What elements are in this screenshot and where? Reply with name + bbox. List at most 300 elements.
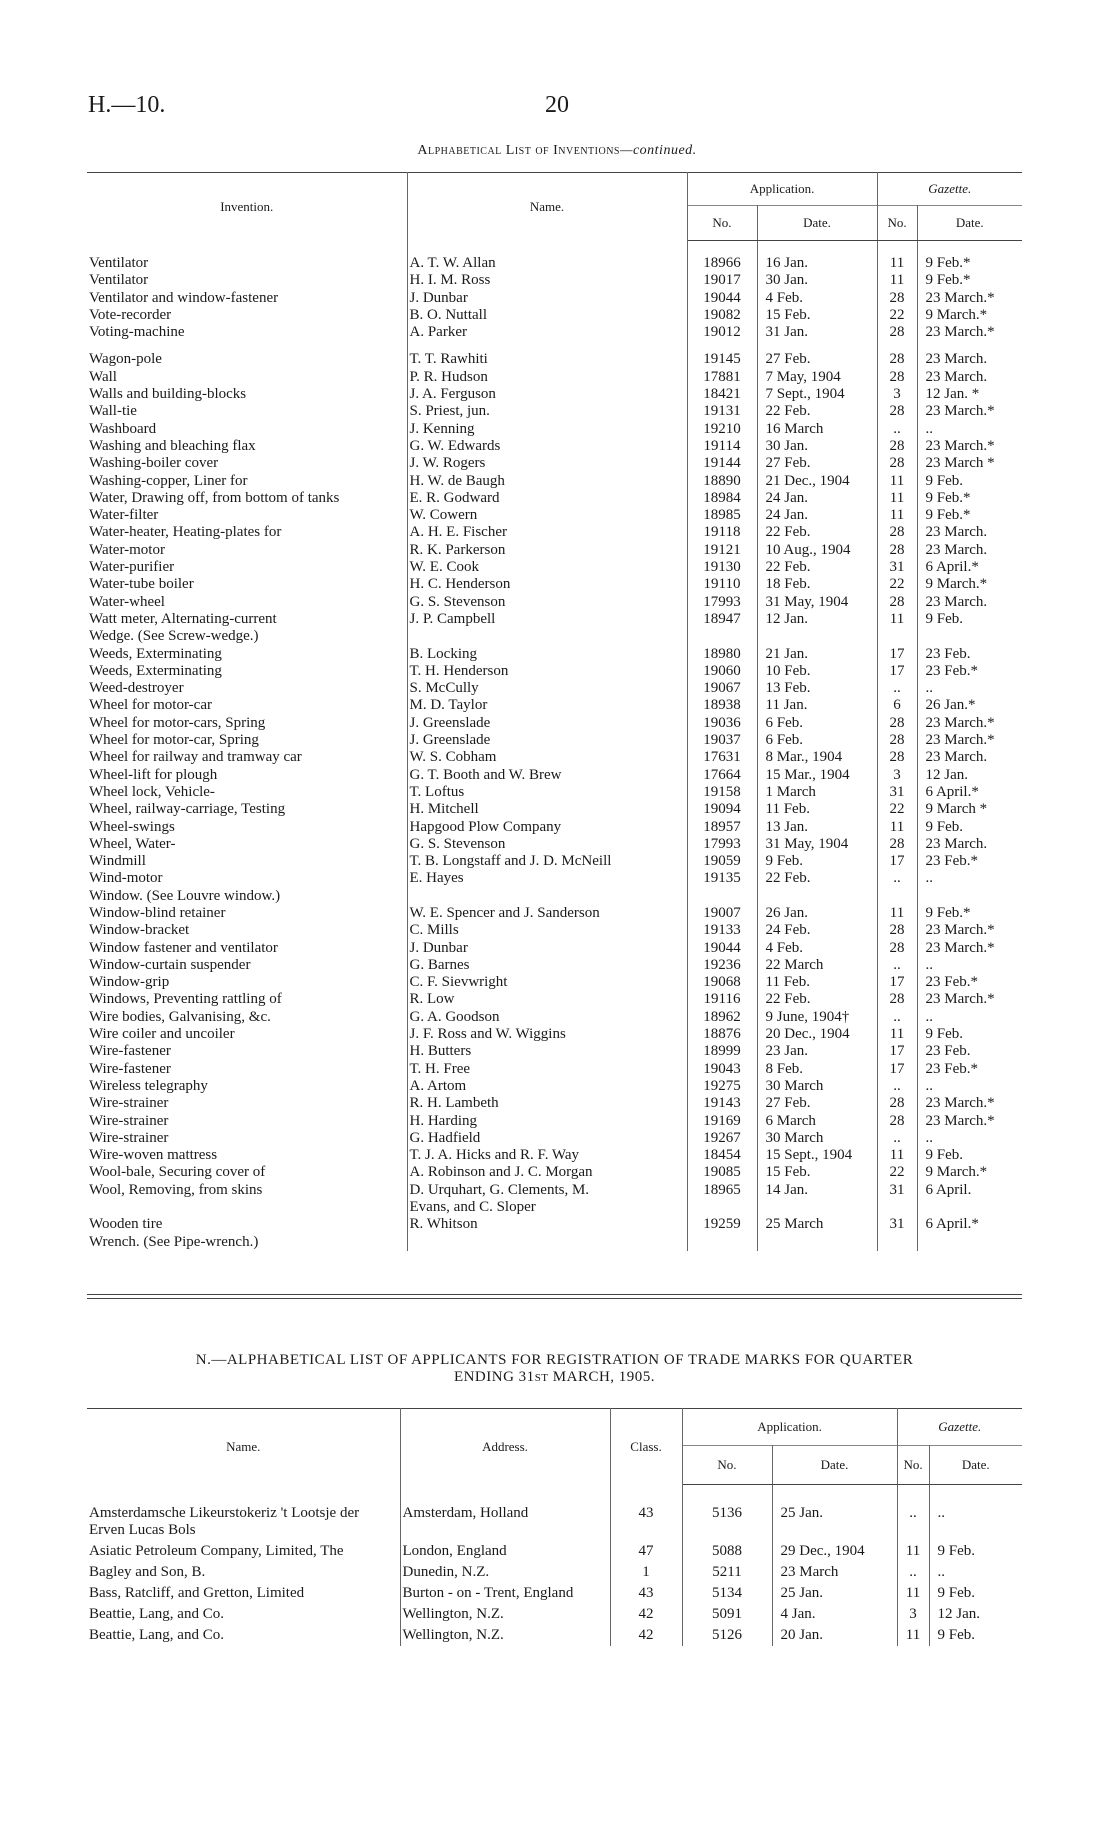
tm-cell-name: Beattie, Lang, and Co.	[87, 1604, 400, 1625]
cell-invention: Window-blind retainer	[87, 905, 407, 922]
cell-gazette-date: ..	[925, 956, 934, 973]
cell-name: J. Greenslade	[407, 715, 687, 732]
table-row	[87, 272, 1022, 289]
cell-app-no: 18890	[687, 473, 757, 490]
cell-invention: Washing-boiler cover	[87, 455, 407, 472]
cell-gazette-date: 9 Feb.*	[925, 904, 971, 921]
table-row	[87, 1199, 1022, 1216]
tm-cell-app-no: 5211	[682, 1562, 772, 1583]
cell-app-no: 19130	[687, 559, 757, 576]
cell-name: J. W. Rogers	[407, 455, 687, 472]
table-row	[87, 611, 1022, 628]
trade-marks-title-line2: ENDING 31ST MARCH, 1905.	[453, 1369, 656, 1385]
cell-app-no: 19210	[687, 421, 757, 438]
cell-app-no: 18966	[687, 241, 757, 273]
cell-gazette-date: 12 Jan. *	[925, 386, 980, 403]
cell-gazette-no: 6	[877, 697, 917, 714]
cell-app-date: 26 Jan.	[757, 905, 877, 922]
cell-gazette-no: ..	[877, 680, 917, 697]
cell-gazette-no: 17	[877, 1061, 917, 1078]
cell-gazette-date: ..	[925, 1129, 934, 1146]
cell-invention: Walls and building-blocks	[87, 386, 407, 403]
cell-invention: Vote-recorder	[87, 307, 407, 324]
cell-app-date: 13 Feb.	[757, 680, 877, 697]
cell-gazette-no: 28	[877, 351, 917, 368]
cell-gazette-no: 11	[877, 241, 917, 273]
table-row	[87, 1147, 1022, 1164]
cell-name: H. I. M. Ross	[407, 272, 687, 289]
cell-app-date: 13 Jan.	[757, 819, 877, 836]
cell-gazette-no	[877, 888, 917, 905]
tm-cell-app-no: 5136	[682, 1485, 772, 1541]
table-row	[87, 559, 1022, 576]
cell-invention: Wire-strainer	[87, 1130, 407, 1147]
cell-app-no: 19158	[687, 784, 757, 801]
cell-name	[407, 888, 687, 905]
cell-gazette-date: 23 March.*	[925, 939, 995, 956]
tm-cell-address: Wellington, N.Z.	[400, 1604, 610, 1625]
cell-name: A. Parker	[407, 324, 687, 341]
inventions-title	[0, 143, 1114, 159]
cell-app-no: 17631	[687, 749, 757, 766]
cell-gazette-date: 23 March.*	[925, 324, 995, 341]
cell-app-date: 15 Feb.	[757, 1164, 877, 1181]
tm-cell-gazette-no: 11	[897, 1625, 929, 1646]
cell-name: G. S. Stevenson	[407, 594, 687, 611]
cell-name: H. Harding	[407, 1113, 687, 1130]
cell-app-date: 16 March	[757, 421, 877, 438]
cell-gazette-no: 28	[877, 542, 917, 559]
cell-gazette-date: ..	[925, 680, 934, 697]
cell-invention: Washing-copper, Liner for	[87, 473, 407, 490]
spacer-cell	[87, 341, 407, 351]
cell-gazette-date: 23 Feb.	[925, 1043, 971, 1060]
table-row	[87, 455, 1022, 472]
table-row	[87, 888, 1022, 905]
cell-app-date: 30 Jan.	[757, 272, 877, 289]
cell-name: P. R. Hudson	[407, 369, 687, 386]
cell-name: J. Kenning	[407, 421, 687, 438]
table-row	[87, 369, 1022, 386]
cell-gazette-no	[877, 628, 917, 645]
tm-cell-name: Amsterdamsche Likeurstokeriz 't Lootsje der Erven Lucas Bols	[87, 1485, 400, 1541]
row-spacer	[87, 341, 1022, 351]
cell-name: H. W. de Baugh	[407, 473, 687, 490]
cell-app-no: 19094	[687, 801, 757, 818]
cell-app-date: 15 Sept., 1904	[757, 1147, 877, 1164]
cell-gazette-date: 9 Feb.	[925, 610, 964, 627]
cell-gazette-date: 23 Feb.	[925, 645, 971, 662]
tm-col-class: Class.	[610, 1409, 682, 1485]
cell-gazette-date: 23 March.	[925, 351, 988, 368]
tm-cell-gazette-no: ..	[897, 1485, 929, 1541]
cell-gazette-date: 9 March *	[925, 801, 988, 818]
table-row	[87, 490, 1022, 507]
cell-gazette-date: 9 March.*	[925, 306, 988, 323]
cell-name: T. H. Henderson	[407, 663, 687, 680]
cell-app-no: 19236	[687, 957, 757, 974]
cell-app-no: 19143	[687, 1095, 757, 1112]
cell-app-no: 19110	[687, 576, 757, 593]
table-row	[87, 749, 1022, 766]
cell-gazette-date	[917, 888, 1022, 905]
cell-gazette-date	[917, 1234, 1022, 1251]
inventions-table	[87, 172, 1022, 1251]
cell-name	[407, 628, 687, 645]
table-row	[87, 1130, 1022, 1147]
cell-invention: Water-wheel	[87, 594, 407, 611]
cell-name: E. Hayes	[407, 870, 687, 887]
cell-app-date	[757, 1234, 877, 1251]
cell-invention: Weeds, Exterminating	[87, 646, 407, 663]
cell-app-no: 19068	[687, 974, 757, 991]
cell-invention: Window-curtain suspender	[87, 957, 407, 974]
cell-name: M. D. Taylor	[407, 697, 687, 714]
cell-app-date: 14 Jan.	[757, 1182, 877, 1199]
tm-cell-app-date: 25 Jan.	[772, 1583, 897, 1604]
tm-cell-app-no: 5091	[682, 1604, 772, 1625]
tm-cell-app-date: 20 Jan.	[772, 1625, 897, 1646]
tm-cell-address: Wellington, N.Z.	[400, 1625, 610, 1646]
cell-app-date: 6 Feb.	[757, 732, 877, 749]
table-row	[87, 697, 1022, 714]
cell-invention: Wall-tie	[87, 403, 407, 420]
cell-gazette-no: 31	[877, 559, 917, 576]
cell-name: R. Low	[407, 991, 687, 1008]
table-row	[87, 628, 1022, 645]
cell-app-date: 11 Jan.	[757, 697, 877, 714]
tm-cell-gazette-date: 9 Feb.	[937, 1626, 976, 1643]
tm-cell-name: Bagley and Son, B.	[87, 1562, 400, 1583]
cell-gazette-date	[917, 628, 1022, 645]
cell-gazette-no	[877, 1199, 917, 1216]
cell-app-date: 16 Jan.	[757, 241, 877, 273]
cell-app-date: 30 March	[757, 1130, 877, 1147]
cell-name: A. H. E. Fischer	[407, 524, 687, 541]
table-row	[87, 1234, 1022, 1251]
cell-gazette-date: 9 Feb.*	[925, 255, 971, 271]
tm-col-application: Application.	[682, 1409, 897, 1446]
cell-app-no: 18876	[687, 1026, 757, 1043]
cell-name: T. B. Longstaff and J. D. McNeill	[407, 853, 687, 870]
cell-invention: Wheel for motor-car	[87, 697, 407, 714]
tm-col-app-date: Date.	[772, 1446, 897, 1485]
table-row	[87, 324, 1022, 341]
tm-cell-gazette-no: 11	[897, 1541, 929, 1562]
cell-app-date: 11 Feb.	[757, 974, 877, 991]
cell-gazette-no: 28	[877, 749, 917, 766]
cell-app-date: 27 Feb.	[757, 1095, 877, 1112]
cell-app-date: 22 Feb.	[757, 559, 877, 576]
cell-gazette-no: ..	[877, 1130, 917, 1147]
table-row	[87, 680, 1022, 697]
table-row	[87, 870, 1022, 887]
cell-invention: Wind-motor	[87, 870, 407, 887]
cell-name: E. R. Godward	[407, 490, 687, 507]
cell-gazette-no: ..	[877, 870, 917, 887]
cell-invention: Wooden tire	[87, 1216, 407, 1233]
cell-app-date: 8 Feb.	[757, 1061, 877, 1078]
cell-name: H. Mitchell	[407, 801, 687, 818]
cell-gazette-date: 23 March.	[925, 593, 988, 610]
cell-app-date: 9 Feb.	[757, 853, 877, 870]
cell-name: B. Locking	[407, 646, 687, 663]
cell-name: G. Barnes	[407, 957, 687, 974]
cell-gazette-no: 28	[877, 991, 917, 1008]
tm-cell-app-no: 5126	[682, 1625, 772, 1646]
col-gaz-date: Date.	[917, 206, 1022, 241]
cell-name: A. T. W. Allan	[407, 241, 687, 273]
cell-gazette-date: 9 Feb.*	[925, 507, 971, 524]
cell-invention: Ventilator and window-fastener	[87, 290, 407, 307]
cell-invention: Water-heater, Heating-plates for	[87, 524, 407, 541]
col-application: Application.	[687, 173, 877, 206]
cell-gazette-date: 6 April.	[925, 1181, 972, 1198]
cell-name: G. A. Goodson	[407, 1009, 687, 1026]
cell-app-no: 19135	[687, 870, 757, 887]
cell-app-date: 23 Jan.	[757, 1043, 877, 1060]
cell-app-no: 19116	[687, 991, 757, 1008]
cell-gazette-no: 11	[877, 507, 917, 524]
cell-gazette-no: ..	[877, 421, 917, 438]
cell-invention: Window-grip	[87, 974, 407, 991]
cell-gazette-no: 22	[877, 307, 917, 324]
trade-marks-table	[87, 1408, 1022, 1646]
col-gaz-no: No.	[877, 206, 917, 241]
cell-name: D. Urquhart, G. Clements, M.	[407, 1182, 687, 1199]
cell-invention: Wireless telegraphy	[87, 1078, 407, 1095]
cell-invention: Wheel, Water-	[87, 836, 407, 853]
tm-cell-class: 42	[610, 1625, 682, 1646]
cell-app-no: 19067	[687, 680, 757, 697]
cell-gazette-date: 23 March.	[925, 835, 988, 852]
cell-name: C. F. Sievwright	[407, 974, 687, 991]
table-row	[87, 1078, 1022, 1095]
cell-app-no: 19007	[687, 905, 757, 922]
cell-invention: Washing and bleaching flax	[87, 438, 407, 455]
cell-app-date: 10 Feb.	[757, 663, 877, 680]
cell-gazette-no: 11	[877, 611, 917, 628]
cell-name: T. T. Rawhiti	[407, 351, 687, 368]
cell-gazette-no: 17	[877, 646, 917, 663]
cell-gazette-date: 26 Jan.*	[925, 697, 976, 714]
cell-invention: Wool, Removing, from skins	[87, 1182, 407, 1199]
cell-name: H. Butters	[407, 1043, 687, 1060]
tm-col-gaz-no: No.	[897, 1446, 929, 1485]
cell-app-no: 18984	[687, 490, 757, 507]
cell-gazette-date: 6 April.*	[925, 559, 979, 576]
cell-gazette-date: 9 Feb.*	[925, 489, 971, 506]
cell-app-no: 17664	[687, 767, 757, 784]
cell-app-no: 19131	[687, 403, 757, 420]
table-row	[87, 1625, 1022, 1646]
table-row	[87, 1095, 1022, 1112]
tm-cell-gazette-date: 12 Jan.	[937, 1605, 981, 1622]
cell-gazette-no: 28	[877, 732, 917, 749]
cell-gazette-no: 28	[877, 1095, 917, 1112]
cell-name: J. A. Ferguson	[407, 386, 687, 403]
cell-gazette-no: 28	[877, 324, 917, 341]
cell-gazette-no: 11	[877, 905, 917, 922]
cell-app-no: 18421	[687, 386, 757, 403]
cell-gazette-date: ..	[925, 870, 934, 887]
cell-gazette-date: 23 March.	[925, 368, 988, 385]
cell-app-date: 21 Dec., 1904	[757, 473, 877, 490]
cell-name: J. Greenslade	[407, 732, 687, 749]
cell-app-no	[687, 1234, 757, 1251]
table-row	[87, 905, 1022, 922]
table-row	[87, 784, 1022, 801]
cell-app-date: 24 Feb.	[757, 922, 877, 939]
cell-name: T. Loftus	[407, 784, 687, 801]
tm-col-app-no: No.	[682, 1446, 772, 1485]
cell-app-no: 18965	[687, 1182, 757, 1199]
cell-gazette-no: 28	[877, 403, 917, 420]
cell-gazette-date: 23 March *	[925, 455, 995, 472]
cell-invention: Wrench. (See Pipe-wrench.)	[87, 1234, 407, 1251]
cell-invention: Window fastener and ventilator	[87, 940, 407, 957]
table-row	[87, 1216, 1022, 1233]
cell-gazette-no: 11	[877, 272, 917, 289]
cell-invention: Water-tube boiler	[87, 576, 407, 593]
cell-app-date: 27 Feb.	[757, 455, 877, 472]
cell-app-no: 19121	[687, 542, 757, 559]
cell-app-no: 19036	[687, 715, 757, 732]
table-row	[87, 421, 1022, 438]
tm-cell-app-date: 23 March	[772, 1562, 897, 1583]
cell-name: S. Priest, jun.	[407, 403, 687, 420]
table-row	[87, 836, 1022, 853]
cell-app-date: 31 May, 1904	[757, 836, 877, 853]
cell-app-date: 30 March	[757, 1078, 877, 1095]
cell-app-no: 19060	[687, 663, 757, 680]
cell-name: C. Mills	[407, 922, 687, 939]
cell-name: J. F. Ross and W. Wiggins	[407, 1026, 687, 1043]
cell-name: R. Whitson	[407, 1216, 687, 1233]
cell-gazette-date: 23 March.*	[925, 403, 995, 420]
col-invention: Invention.	[87, 173, 407, 241]
cell-name	[407, 1234, 687, 1251]
tm-cell-gazette-date: ..	[937, 1563, 946, 1580]
cell-gazette-no: 22	[877, 1164, 917, 1181]
cell-app-no: 18957	[687, 819, 757, 836]
cell-app-date	[757, 1199, 877, 1216]
cell-gazette-date: 23 March.*	[925, 922, 995, 939]
cell-gazette-no: 28	[877, 940, 917, 957]
tm-cell-gazette-no: ..	[897, 1562, 929, 1583]
table-row	[87, 1604, 1022, 1625]
cell-invention: Window-bracket	[87, 922, 407, 939]
tm-cell-address: Dunedin, N.Z.	[400, 1562, 610, 1583]
cell-app-no	[687, 628, 757, 645]
table-row	[87, 1541, 1022, 1562]
tm-col-gazette: Gazette.	[897, 1409, 1022, 1446]
table-row	[87, 646, 1022, 663]
cell-name: T. J. A. Hicks and R. F. Way	[407, 1147, 687, 1164]
cell-name: Hapgood Plow Company	[407, 819, 687, 836]
cell-gazette-no: 11	[877, 1026, 917, 1043]
cell-invention: Wedge. (See Screw-wedge.)	[87, 628, 407, 645]
section-divider	[87, 1294, 1022, 1299]
cell-gazette-date: ..	[925, 1008, 934, 1025]
cell-gazette-date: 23 March.	[925, 524, 988, 541]
cell-invention: Ventilator	[87, 241, 407, 273]
cell-invention: Windows, Preventing rattling of	[87, 991, 407, 1008]
cell-app-no: 19082	[687, 307, 757, 324]
cell-gazette-date: 23 March.*	[925, 991, 995, 1008]
tm-cell-class: 1	[610, 1562, 682, 1583]
tm-cell-class: 43	[610, 1583, 682, 1604]
cell-gazette-no: 22	[877, 576, 917, 593]
cell-app-date: 12 Jan.	[757, 611, 877, 628]
tm-cell-gazette-date: ..	[937, 1505, 946, 1521]
table-row	[87, 1113, 1022, 1130]
cell-gazette-no: 11	[877, 819, 917, 836]
cell-app-no: 18938	[687, 697, 757, 714]
cell-invention: Wire-strainer	[87, 1113, 407, 1130]
cell-invention: Windmill	[87, 853, 407, 870]
cell-name: W. E. Spencer and J. Sanderson	[407, 905, 687, 922]
cell-gazette-date: ..	[925, 1077, 934, 1094]
cell-app-no: 19037	[687, 732, 757, 749]
tm-cell-address: Burton - on - Trent, England	[400, 1583, 610, 1604]
table-row	[87, 507, 1022, 524]
cell-app-date: 22 Feb.	[757, 870, 877, 887]
cell-gazette-no: 28	[877, 922, 917, 939]
table-row	[87, 991, 1022, 1008]
cell-gazette-date	[917, 1199, 1022, 1216]
cell-app-no: 17993	[687, 594, 757, 611]
table-row	[87, 1026, 1022, 1043]
cell-gazette-no: 17	[877, 1043, 917, 1060]
cell-name: W. S. Cobham	[407, 749, 687, 766]
col-gazette: Gazette.	[877, 173, 1022, 206]
tm-cell-address: Amsterdam, Holland	[400, 1485, 610, 1541]
cell-gazette-date: 23 Feb.*	[925, 1060, 979, 1077]
cell-app-no: 18999	[687, 1043, 757, 1060]
table-row	[87, 732, 1022, 749]
document-code: H.—10.	[88, 92, 166, 118]
cell-app-no: 19059	[687, 853, 757, 870]
tm-col-name: Name.	[87, 1409, 400, 1485]
table-row	[87, 853, 1022, 870]
cell-app-no: 19267	[687, 1130, 757, 1147]
cell-invention: Water-purifier	[87, 559, 407, 576]
cell-app-no: 19044	[687, 940, 757, 957]
cell-app-date: 7 Sept., 1904	[757, 386, 877, 403]
cell-app-date: 22 March	[757, 957, 877, 974]
cell-gazette-no: 28	[877, 1113, 917, 1130]
tm-cell-app-no: 5088	[682, 1541, 772, 1562]
cell-gazette-date: 9 March.*	[925, 1164, 988, 1181]
tm-cell-name: Beattie, Lang, and Co.	[87, 1625, 400, 1646]
cell-gazette-no: 17	[877, 853, 917, 870]
cell-app-no: 19133	[687, 922, 757, 939]
cell-invention: Ventilator	[87, 272, 407, 289]
tm-cell-app-date: 25 Jan.	[772, 1485, 897, 1541]
table-row	[87, 386, 1022, 403]
tm-cell-class: 47	[610, 1541, 682, 1562]
table-row	[87, 1009, 1022, 1026]
cell-name: A. Robinson and J. C. Morgan	[407, 1164, 687, 1181]
cell-name: G. T. Booth and W. Brew	[407, 767, 687, 784]
cell-invention: Watt meter, Alternating-current	[87, 611, 407, 628]
cell-invention: Wire-fastener	[87, 1043, 407, 1060]
cell-app-no: 18985	[687, 507, 757, 524]
cell-app-no: 19118	[687, 524, 757, 541]
cell-gazette-no: ..	[877, 957, 917, 974]
cell-gazette-no: 11	[877, 473, 917, 490]
